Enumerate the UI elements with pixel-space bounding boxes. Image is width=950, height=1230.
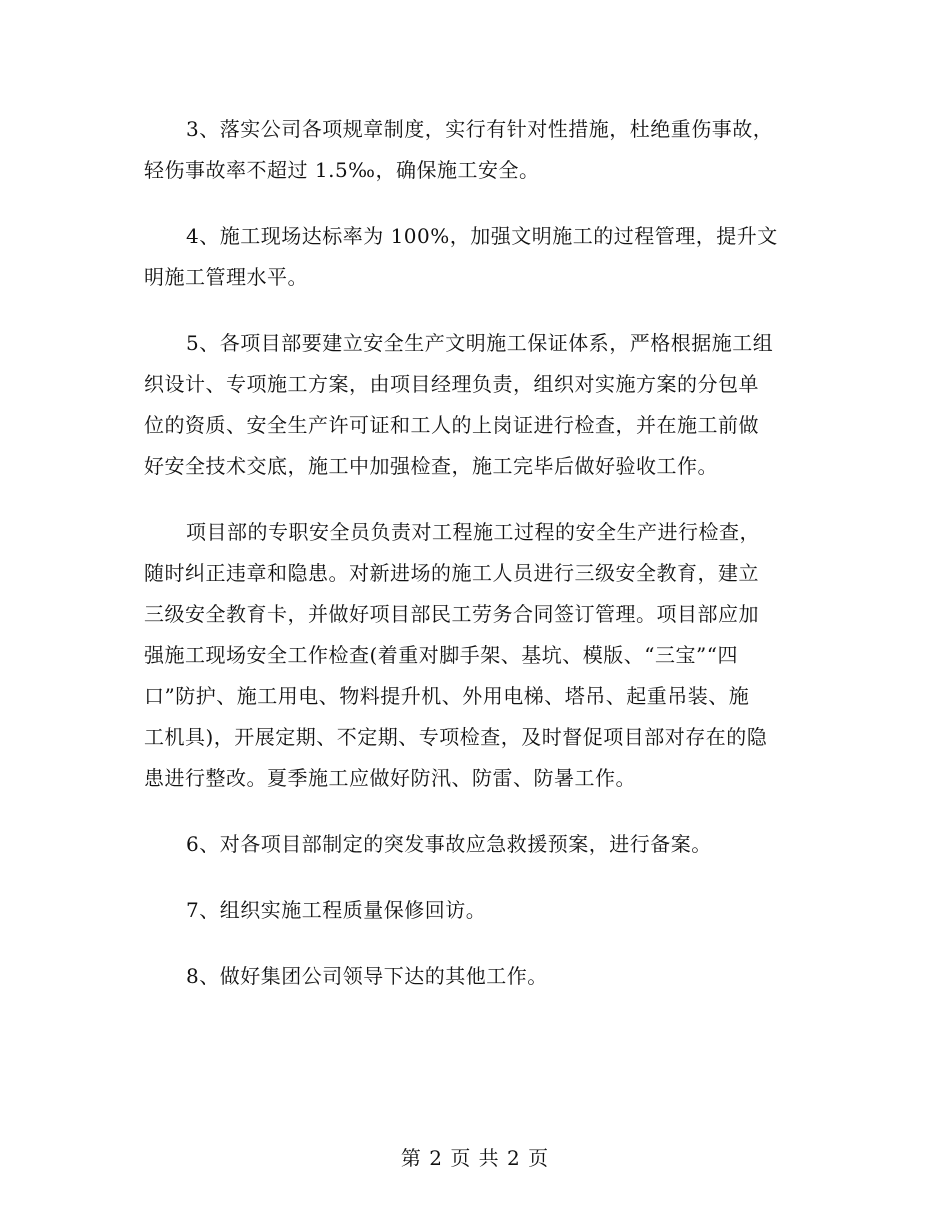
paragraph-6-line-1: 6、对各项目部制定的突发事故应急救援预案，进行备案。 [186,832,712,856]
paragraph-3-line-1: 3、落实公司各项规章制度，实行有针对性措施，杜绝重伤事故， [186,117,774,141]
safety-paragraph-line-1: 项目部的专职安全员负责对工程施工过程的安全生产进行检查， [186,520,760,544]
paragraph-4-line-2: 明施工管理水平。 [144,265,308,289]
paragraph-7-line-1: 7、组织实施工程质量保修回访。 [186,898,487,922]
paragraph-5-line-3: 位的资质、安全生产许可证和工人的上岗证进行检查，并在施工前做 [144,413,759,437]
safety-paragraph-line-4: 强施工现场安全工作检查(着重对脚手架、基坑、模版、“三宝”“四 [144,643,738,667]
paragraph-5-line-1: 5、各项目部要建立安全生产文明施工保证体系，严格根据施工组 [186,331,774,355]
page-number-footer: 第 2 页 共 2 页 [400,1146,550,1170]
paragraph-5-line-4: 好安全技术交底，施工中加强检查，施工完毕后做好验收工作。 [144,454,718,478]
paragraph-3-line-2: 轻伤事故率不超过 1.5‰，确保施工安全。 [144,158,540,182]
safety-paragraph-line-5: 口”防护、施工用电、物料提升机、外用电梯、塔吊、起重吊装、施 [144,684,750,708]
paragraph-4-line-1: 4、施工现场达标率为 100%，加强文明施工的过程管理，提升文 [186,224,778,248]
safety-paragraph-line-2: 随时纠正违章和隐患。对新进场的施工人员进行三级安全教育，建立 [144,561,759,585]
safety-paragraph-line-3: 三级安全教育卡，并做好项目部民工劳务合同签订管理。项目部应加 [144,602,759,626]
paragraph-8-line-1: 8、做好集团公司领导下达的其他工作。 [186,964,548,988]
paragraph-5-line-2: 织设计、专项施工方案，由项目经理负责，组织对实施方案的分包单 [144,372,759,396]
safety-paragraph-line-7: 患进行整改。夏季施工应做好防汛、防雷、防暑工作。 [144,766,636,790]
safety-paragraph-line-6: 工机具)，开展定期、不定期、专项检查，及时督促项目部对存在的隐 [144,725,768,749]
